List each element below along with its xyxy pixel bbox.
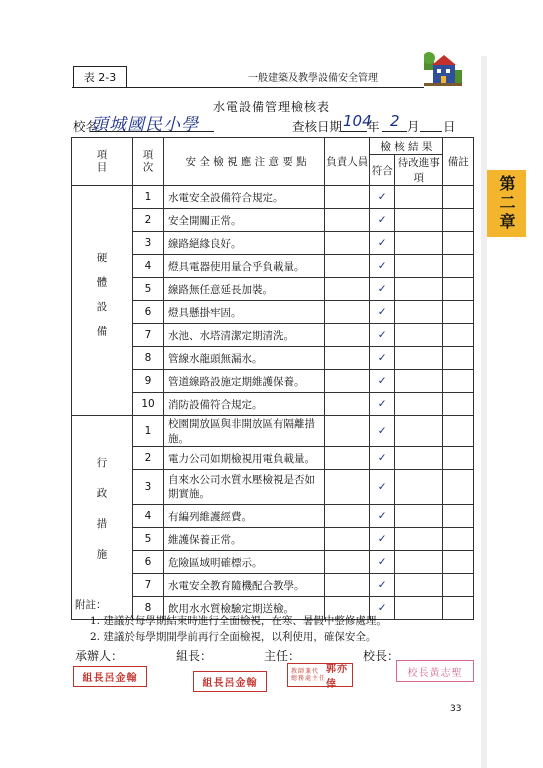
row-number: 3	[133, 232, 164, 255]
col-header-ok: 符合	[370, 155, 395, 186]
row-to-improve	[395, 528, 443, 551]
chapter-tab-label: 第二章	[497, 175, 516, 232]
row-item: 管線水龍頭無漏水。	[164, 347, 325, 370]
table-row	[72, 209, 474, 232]
row-note	[443, 278, 474, 301]
document-title: 水電設備管理檢核表	[213, 100, 331, 114]
row-responsible	[325, 393, 370, 416]
director-stamp	[287, 663, 353, 690]
row-item: 水池、水塔清潔定期清洗。	[164, 324, 325, 347]
row-to-improve	[395, 393, 443, 416]
row-number: 4	[133, 505, 164, 528]
row-item: 燈具懸掛牢固。	[164, 301, 325, 324]
row-note	[443, 416, 474, 447]
row-to-improve	[395, 447, 443, 470]
row-ok-check: ✓	[370, 301, 395, 324]
row-responsible	[325, 551, 370, 574]
checklist-table	[71, 137, 474, 620]
row-ok-check: ✓	[370, 470, 395, 505]
row-to-improve	[395, 370, 443, 393]
row-item: 維護保養正常。	[164, 528, 325, 551]
row-item: 有編列維護經費。	[164, 505, 325, 528]
handler-stamp: 組長呂金翰	[73, 666, 147, 687]
row-responsible	[325, 186, 370, 209]
row-note	[443, 505, 474, 528]
row-to-improve	[395, 209, 443, 232]
col-header-item: 安 全 檢 視 應 注 意 要 點	[164, 138, 325, 186]
row-item: 管道線路設施定期維護保養。	[164, 370, 325, 393]
row-number: 3	[133, 470, 164, 505]
row-note	[443, 347, 474, 370]
row-to-improve	[395, 551, 443, 574]
row-ok-check: ✓	[370, 255, 395, 278]
row-to-improve	[395, 186, 443, 209]
table-row	[72, 347, 474, 370]
row-number: 2	[133, 447, 164, 470]
row-number: 1	[133, 186, 164, 209]
row-number: 7	[133, 324, 164, 347]
row-item: 校園開放區與非開放區有隔離措施。	[164, 416, 325, 447]
row-responsible	[325, 347, 370, 370]
row-to-improve	[395, 416, 443, 447]
row-note	[443, 393, 474, 416]
year-unit: 年	[367, 119, 380, 134]
col-header-to-improve: 待改進事項	[395, 155, 443, 186]
header-row	[72, 138, 474, 155]
row-number: 6	[133, 551, 164, 574]
row-note	[443, 255, 474, 278]
row-ok-check: ✓	[370, 370, 395, 393]
row-number: 8	[133, 347, 164, 370]
row-number: 5	[133, 528, 164, 551]
col-header-responsible: 負責人員	[325, 138, 370, 186]
table-row	[72, 574, 474, 597]
row-ok-check: ✓	[370, 505, 395, 528]
leader-stamp: 組長呂金翰	[193, 671, 267, 692]
row-responsible	[325, 278, 370, 301]
day-unit: 日	[443, 119, 456, 134]
row-responsible	[325, 209, 370, 232]
principal-stamp: 校長黃志聖	[396, 660, 474, 682]
table-row	[72, 416, 474, 447]
director-label: 主任：	[264, 649, 301, 663]
table-row	[72, 447, 474, 470]
page-edge-shadow	[481, 56, 487, 768]
row-ok-check: ✓	[370, 416, 395, 447]
row-responsible	[325, 416, 370, 447]
table-row	[72, 186, 474, 209]
row-to-improve	[395, 301, 443, 324]
row-to-improve	[395, 597, 443, 620]
col-header-category: 項目	[72, 138, 133, 186]
school-underline	[90, 131, 214, 132]
row-ok-check: ✓	[370, 278, 395, 301]
table-row	[72, 324, 474, 347]
row-ok-check: ✓	[370, 324, 395, 347]
row-item: 消防設備符合規定。	[164, 393, 325, 416]
row-ok-check: ✓	[370, 551, 395, 574]
row-item: 安全開關正常。	[164, 209, 325, 232]
row-note	[443, 324, 474, 347]
row-number: 5	[133, 278, 164, 301]
table-row	[72, 505, 474, 528]
school-name-handwritten: 頭城國民小學	[91, 115, 199, 135]
row-item: 危險區域明確標示。	[164, 551, 325, 574]
chapter-tab	[487, 170, 526, 237]
row-ok-check: ✓	[370, 528, 395, 551]
row-ok-check: ✓	[370, 209, 395, 232]
school-label: 校名	[73, 119, 99, 134]
row-number: 2	[133, 209, 164, 232]
header-rule	[72, 87, 424, 88]
row-item: 電力公司如期檢視用電負載量。	[164, 447, 325, 470]
row-to-improve	[395, 324, 443, 347]
row-item: 線路無任意延長加裝。	[164, 278, 325, 301]
row-note	[443, 574, 474, 597]
check-date-label: 查核日期	[292, 119, 343, 134]
row-to-improve	[395, 232, 443, 255]
row-number: 7	[133, 574, 164, 597]
table-row	[72, 278, 474, 301]
year-underline	[341, 131, 367, 132]
category-hardware: 硬體設備	[72, 186, 133, 416]
row-responsible	[325, 255, 370, 278]
row-ok-check: ✓	[370, 447, 395, 470]
category-administrative: 行政措施	[72, 416, 133, 620]
month-unit: 月	[407, 119, 420, 134]
row-note	[443, 232, 474, 255]
row-number: 8	[133, 597, 164, 620]
row-to-improve	[395, 255, 443, 278]
table-row	[72, 301, 474, 324]
year-value: 104	[343, 112, 372, 130]
row-responsible	[325, 232, 370, 255]
col-header-number: 項次	[133, 138, 164, 186]
row-note	[443, 209, 474, 232]
row-responsible	[325, 574, 370, 597]
row-note	[443, 551, 474, 574]
note-2: 2. 建議於每學期開學前再行全面檢視，以利使用，確保安全。	[90, 631, 377, 643]
row-ok-check: ✓	[370, 347, 395, 370]
row-note	[443, 528, 474, 551]
row-item: 線路絕緣良好。	[164, 232, 325, 255]
row-responsible	[325, 470, 370, 505]
row-responsible	[325, 505, 370, 528]
col-header-note: 備註	[443, 138, 474, 186]
row-note	[443, 470, 474, 505]
section-title: 一般建築及教學設備安全管理	[248, 73, 378, 84]
col-header-result: 檢 核 結 果	[370, 138, 443, 155]
row-responsible	[325, 370, 370, 393]
table-row	[72, 551, 474, 574]
table-row	[72, 528, 474, 551]
row-to-improve	[395, 278, 443, 301]
table-row	[72, 370, 474, 393]
page-number: 33	[450, 704, 462, 714]
row-item: 飲用水水質檢驗定期送檢。	[164, 597, 325, 620]
principal-label: 校長：	[363, 649, 400, 663]
day-underline	[420, 131, 442, 132]
row-to-improve	[395, 505, 443, 528]
leader-label: 組長：	[176, 649, 213, 663]
table-row	[72, 393, 474, 416]
row-ok-check: ✓	[370, 232, 395, 255]
row-ok-check: ✓	[370, 186, 395, 209]
director-stamp-name: 郭亦倖	[326, 664, 349, 690]
school-building-icon	[424, 52, 462, 86]
row-number: 4	[133, 255, 164, 278]
row-number: 6	[133, 301, 164, 324]
row-ok-check: ✓	[370, 393, 395, 416]
row-ok-check: ✓	[370, 597, 395, 620]
row-item: 水電安全教育隨機配合教學。	[164, 574, 325, 597]
table-row	[72, 255, 474, 278]
row-responsible	[325, 324, 370, 347]
row-item: 水電安全設備符合規定。	[164, 186, 325, 209]
month-value: 2	[390, 112, 400, 130]
row-to-improve	[395, 347, 443, 370]
row-item: 自來水公司水質水壓檢視是否如期實施。	[164, 470, 325, 505]
handler-label: 承辦人：	[75, 649, 124, 663]
row-number: 9	[133, 370, 164, 393]
row-note	[443, 301, 474, 324]
row-responsible	[325, 447, 370, 470]
row-note	[443, 186, 474, 209]
row-responsible	[325, 528, 370, 551]
row-to-improve	[395, 470, 443, 505]
row-note	[443, 447, 474, 470]
row-number: 10	[133, 393, 164, 416]
form-id-box: 表 2-3	[73, 66, 127, 88]
note-1: 1. 建議於每學期結束時進行全面檢視，在寒、暑假中整修處理。	[90, 615, 387, 627]
row-ok-check: ✓	[370, 574, 395, 597]
row-item: 燈具電器使用量合乎負載量。	[164, 255, 325, 278]
row-to-improve	[395, 574, 443, 597]
row-note	[443, 597, 474, 620]
row-responsible	[325, 301, 370, 324]
month-underline	[382, 131, 407, 132]
row-number: 1	[133, 416, 164, 447]
table-row	[72, 232, 474, 255]
row-note	[443, 370, 474, 393]
director-stamp-title: 教師兼代 總務處主任	[291, 668, 327, 682]
notes-title: 附註：	[75, 599, 107, 611]
table-row	[72, 470, 474, 505]
